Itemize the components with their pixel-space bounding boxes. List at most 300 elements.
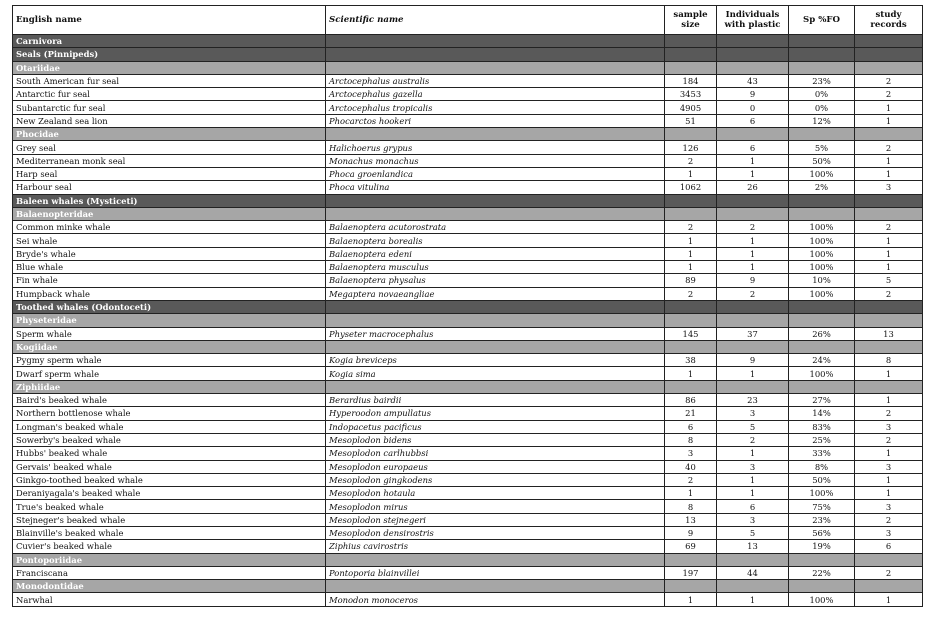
group-empty-cell <box>665 580 717 593</box>
order-group-row <box>13 35 923 48</box>
group-empty-cell <box>326 35 665 48</box>
group-empty-cell <box>326 553 665 566</box>
cell-sample-size: 1 <box>665 593 717 606</box>
cell-sp-fo: 22% <box>789 566 855 579</box>
cell-scientific-name: Kogia breviceps <box>326 354 665 367</box>
cell-scientific-name: Balaenoptera edeni <box>326 247 665 260</box>
cell-english-name: Pygmy sperm whale <box>13 354 326 367</box>
table-row <box>13 420 923 433</box>
family-label: Balaenopteridae <box>13 207 326 220</box>
cell-sp-fo: 27% <box>789 394 855 407</box>
table-row <box>13 234 923 247</box>
group-empty-cell <box>789 194 855 207</box>
cell-sp-fo: 100% <box>789 247 855 260</box>
group-empty-cell <box>855 340 923 353</box>
group-empty-cell <box>717 340 789 353</box>
cell-scientific-name: Berardius bairdii <box>326 394 665 407</box>
order-label: Toothed whales (Odontoceti) <box>13 300 326 313</box>
cell-study-records: 2 <box>855 433 923 446</box>
table-row <box>13 447 923 460</box>
cell-scientific-name: Arctocephalus gazella <box>326 88 665 101</box>
cell-scientific-name: Pontoporia blainvillei <box>326 566 665 579</box>
cell-sample-size: 6 <box>665 420 717 433</box>
cell-sample-size: 13 <box>665 513 717 526</box>
cell-sample-size: 145 <box>665 327 717 340</box>
cell-english-name: Sowerby's beaked whale <box>13 433 326 446</box>
cell-individuals-with-plastic: 13 <box>717 540 789 553</box>
cell-individuals-with-plastic: 2 <box>717 221 789 234</box>
cell-study-records: 2 <box>855 407 923 420</box>
table-row <box>13 473 923 486</box>
cell-sample-size: 8 <box>665 500 717 513</box>
group-empty-cell <box>855 380 923 393</box>
group-empty-cell <box>326 580 665 593</box>
cell-english-name: Northern bottlenose whale <box>13 407 326 420</box>
cell-sp-fo: 19% <box>789 540 855 553</box>
table-row <box>13 487 923 500</box>
group-empty-cell <box>717 194 789 207</box>
cell-sample-size: 126 <box>665 141 717 154</box>
group-empty-cell <box>326 61 665 74</box>
group-empty-cell <box>326 48 665 61</box>
cell-study-records: 1 <box>855 487 923 500</box>
cell-english-name: Hubbs' beaked whale <box>13 447 326 460</box>
group-empty-cell <box>717 48 789 61</box>
group-empty-cell <box>717 553 789 566</box>
cell-english-name: Ginkgo-toothed beaked whale <box>13 473 326 486</box>
group-empty-cell <box>665 48 717 61</box>
table-row <box>13 327 923 340</box>
cell-sp-fo: 2% <box>789 181 855 194</box>
group-empty-cell <box>789 314 855 327</box>
family-label: Otariidae <box>13 61 326 74</box>
table-row <box>13 394 923 407</box>
cell-sp-fo: 100% <box>789 367 855 380</box>
group-empty-cell <box>789 128 855 141</box>
table-row <box>13 566 923 579</box>
group-empty-cell <box>665 314 717 327</box>
cell-english-name: Gervais' beaked whale <box>13 460 326 473</box>
group-empty-cell <box>717 35 789 48</box>
cell-english-name: Common minke whale <box>13 221 326 234</box>
cell-individuals-with-plastic: 6 <box>717 141 789 154</box>
cell-sample-size: 38 <box>665 354 717 367</box>
group-empty-cell <box>326 340 665 353</box>
group-empty-cell <box>789 553 855 566</box>
cell-scientific-name: Indopacetus pacificus <box>326 420 665 433</box>
cell-english-name: Mediterranean monk seal <box>13 154 326 167</box>
cell-sp-fo: 23% <box>789 513 855 526</box>
cell-study-records: 1 <box>855 261 923 274</box>
cell-individuals-with-plastic: 2 <box>717 287 789 300</box>
table-container <box>12 5 922 607</box>
order-label: Carnivora <box>13 35 326 48</box>
cell-english-name: Humpback whale <box>13 287 326 300</box>
cell-individuals-with-plastic: 1 <box>717 593 789 606</box>
table-row <box>13 261 923 274</box>
family-group-row <box>13 128 923 141</box>
cell-sp-fo: 5% <box>789 141 855 154</box>
cell-english-name: Grey seal <box>13 141 326 154</box>
cell-english-name: Sei whale <box>13 234 326 247</box>
group-empty-cell <box>665 194 717 207</box>
cell-individuals-with-plastic: 9 <box>717 274 789 287</box>
cell-study-records: 2 <box>855 74 923 87</box>
cell-sp-fo: 25% <box>789 433 855 446</box>
cell-individuals-with-plastic: 1 <box>717 473 789 486</box>
cell-english-name: Harbour seal <box>13 181 326 194</box>
cell-english-name: Deraniyagala's beaked whale <box>13 487 326 500</box>
cell-study-records: 1 <box>855 114 923 127</box>
cell-english-name: Bryde's whale <box>13 247 326 260</box>
cell-study-records: 3 <box>855 526 923 539</box>
cell-sp-fo: 50% <box>789 154 855 167</box>
cell-individuals-with-plastic: 2 <box>717 433 789 446</box>
cell-scientific-name: Monachus monachus <box>326 154 665 167</box>
cell-study-records: 1 <box>855 367 923 380</box>
cell-study-records: 3 <box>855 181 923 194</box>
cell-study-records: 8 <box>855 354 923 367</box>
cell-english-name: Harp seal <box>13 167 326 180</box>
group-empty-cell <box>789 48 855 61</box>
cell-scientific-name: Hyperoodon ampullatus <box>326 407 665 420</box>
group-empty-cell <box>855 61 923 74</box>
table-row <box>13 287 923 300</box>
cell-english-name: True's beaked whale <box>13 500 326 513</box>
cell-individuals-with-plastic: 1 <box>717 154 789 167</box>
group-empty-cell <box>789 61 855 74</box>
family-label: Kogiidae <box>13 340 326 353</box>
group-empty-cell <box>855 314 923 327</box>
cell-english-name: Longman's beaked whale <box>13 420 326 433</box>
cell-scientific-name: Ziphius cavirostris <box>326 540 665 553</box>
table-row <box>13 500 923 513</box>
group-empty-cell <box>665 300 717 313</box>
cell-scientific-name: Balaenoptera acutorostrata <box>326 221 665 234</box>
family-label: Physeteridae <box>13 314 326 327</box>
order-label: Baleen whales (Mysticeti) <box>13 194 326 207</box>
cell-sample-size: 86 <box>665 394 717 407</box>
cell-english-name: New Zealand sea lion <box>13 114 326 127</box>
cell-scientific-name: Mesoplodon mirus <box>326 500 665 513</box>
cell-individuals-with-plastic: 3 <box>717 407 789 420</box>
table-row <box>13 154 923 167</box>
group-empty-cell <box>665 340 717 353</box>
family-label: Pontoporiidae <box>13 553 326 566</box>
cell-study-records: 3 <box>855 420 923 433</box>
group-empty-cell <box>326 194 665 207</box>
cell-scientific-name: Arctocephalus tropicalis <box>326 101 665 114</box>
cell-sample-size: 69 <box>665 540 717 553</box>
cell-sp-fo: 10% <box>789 274 855 287</box>
cell-sp-fo: 100% <box>789 234 855 247</box>
family-group-row <box>13 314 923 327</box>
cell-sp-fo: 0% <box>789 88 855 101</box>
table-row <box>13 367 923 380</box>
group-empty-cell <box>789 300 855 313</box>
cell-individuals-with-plastic: 0 <box>717 101 789 114</box>
cell-sample-size: 9 <box>665 526 717 539</box>
table-row <box>13 433 923 446</box>
group-empty-cell <box>717 314 789 327</box>
cell-english-name: Antarctic fur seal <box>13 88 326 101</box>
table-row <box>13 88 923 101</box>
group-empty-cell <box>789 580 855 593</box>
cell-individuals-with-plastic: 43 <box>717 74 789 87</box>
cell-study-records: 1 <box>855 447 923 460</box>
header-study-records: study records <box>855 6 923 35</box>
cell-sample-size: 1062 <box>665 181 717 194</box>
cell-sp-fo: 100% <box>789 167 855 180</box>
cell-scientific-name: Physeter macrocephalus <box>326 327 665 340</box>
cell-sample-size: 1 <box>665 367 717 380</box>
table-body <box>13 35 923 607</box>
cell-individuals-with-plastic: 26 <box>717 181 789 194</box>
order-group-row <box>13 48 923 61</box>
family-group-row <box>13 61 923 74</box>
cell-individuals-with-plastic: 23 <box>717 394 789 407</box>
cell-study-records: 2 <box>855 513 923 526</box>
cell-individuals-with-plastic: 1 <box>717 167 789 180</box>
group-empty-cell <box>855 580 923 593</box>
cell-study-records: 1 <box>855 394 923 407</box>
group-empty-cell <box>717 128 789 141</box>
group-empty-cell <box>855 553 923 566</box>
group-empty-cell <box>789 380 855 393</box>
order-label: Seals (Pinnipeds) <box>13 48 326 61</box>
table-row <box>13 247 923 260</box>
cell-scientific-name: Mesoplodon hotaula <box>326 487 665 500</box>
cell-study-records: 2 <box>855 287 923 300</box>
cell-english-name: Cuvier's beaked whale <box>13 540 326 553</box>
cell-individuals-with-plastic: 1 <box>717 247 789 260</box>
cell-individuals-with-plastic: 5 <box>717 420 789 433</box>
cell-sp-fo: 0% <box>789 101 855 114</box>
cell-study-records: 1 <box>855 101 923 114</box>
cell-sample-size: 4905 <box>665 101 717 114</box>
cell-individuals-with-plastic: 6 <box>717 114 789 127</box>
group-empty-cell <box>789 207 855 220</box>
order-group-row <box>13 300 923 313</box>
cell-english-name: South American fur seal <box>13 74 326 87</box>
cell-scientific-name: Mesoplodon bidens <box>326 433 665 446</box>
family-group-row <box>13 380 923 393</box>
cell-scientific-name: Mesoplodon carlhubbsi <box>326 447 665 460</box>
table-row <box>13 540 923 553</box>
family-group-row <box>13 553 923 566</box>
table-row <box>13 74 923 87</box>
cell-sample-size: 3 <box>665 447 717 460</box>
table-row <box>13 354 923 367</box>
table-row <box>13 167 923 180</box>
cell-individuals-with-plastic: 5 <box>717 526 789 539</box>
header-row <box>13 6 923 35</box>
group-empty-cell <box>717 207 789 220</box>
cell-sample-size: 184 <box>665 74 717 87</box>
cell-scientific-name: Megaptera novaeangliae <box>326 287 665 300</box>
cell-sp-fo: 12% <box>789 114 855 127</box>
cell-study-records: 3 <box>855 500 923 513</box>
cell-scientific-name: Monodon monoceros <box>326 593 665 606</box>
cell-sp-fo: 100% <box>789 287 855 300</box>
cell-individuals-with-plastic: 37 <box>717 327 789 340</box>
cell-sample-size: 2 <box>665 154 717 167</box>
species-plastic-table <box>12 5 923 607</box>
family-label: Monodontidae <box>13 580 326 593</box>
cell-study-records: 2 <box>855 221 923 234</box>
cell-individuals-with-plastic: 3 <box>717 513 789 526</box>
cell-english-name: Sperm whale <box>13 327 326 340</box>
table-row <box>13 221 923 234</box>
cell-sample-size: 197 <box>665 566 717 579</box>
cell-individuals-with-plastic: 1 <box>717 487 789 500</box>
cell-sp-fo: 100% <box>789 261 855 274</box>
cell-sp-fo: 24% <box>789 354 855 367</box>
group-empty-cell <box>855 194 923 207</box>
cell-english-name: Baird's beaked whale <box>13 394 326 407</box>
group-empty-cell <box>326 207 665 220</box>
cell-sample-size: 1 <box>665 234 717 247</box>
cell-sample-size: 1 <box>665 167 717 180</box>
cell-study-records: 2 <box>855 141 923 154</box>
table-row <box>13 526 923 539</box>
cell-sp-fo: 23% <box>789 74 855 87</box>
cell-individuals-with-plastic: 1 <box>717 261 789 274</box>
cell-scientific-name: Halichoerus grypus <box>326 141 665 154</box>
cell-individuals-with-plastic: 3 <box>717 460 789 473</box>
cell-sp-fo: 100% <box>789 221 855 234</box>
cell-scientific-name: Balaenoptera physalus <box>326 274 665 287</box>
group-empty-cell <box>789 35 855 48</box>
group-empty-cell <box>855 300 923 313</box>
group-empty-cell <box>855 128 923 141</box>
cell-english-name: Fin whale <box>13 274 326 287</box>
cell-sp-fo: 50% <box>789 473 855 486</box>
cell-sp-fo: 26% <box>789 327 855 340</box>
cell-sample-size: 2 <box>665 221 717 234</box>
cell-sample-size: 1 <box>665 247 717 260</box>
cell-scientific-name: Phoca groenlandica <box>326 167 665 180</box>
cell-study-records: 5 <box>855 274 923 287</box>
cell-sample-size: 40 <box>665 460 717 473</box>
cell-english-name: Blainville's beaked whale <box>13 526 326 539</box>
cell-sample-size: 8 <box>665 433 717 446</box>
cell-individuals-with-plastic: 6 <box>717 500 789 513</box>
cell-sample-size: 21 <box>665 407 717 420</box>
cell-english-name: Dwarf sperm whale <box>13 367 326 380</box>
cell-sp-fo: 100% <box>789 487 855 500</box>
cell-scientific-name: Mesoplodon europaeus <box>326 460 665 473</box>
group-empty-cell <box>665 207 717 220</box>
cell-scientific-name: Mesoplodon gingkodens <box>326 473 665 486</box>
group-empty-cell <box>326 314 665 327</box>
header-individuals-with-plastic: Individuals with plastic <box>717 6 789 35</box>
cell-english-name: Stejneger's beaked whale <box>13 513 326 526</box>
table-row <box>13 141 923 154</box>
group-empty-cell <box>855 35 923 48</box>
cell-study-records: 1 <box>855 234 923 247</box>
family-group-row <box>13 580 923 593</box>
cell-sample-size: 51 <box>665 114 717 127</box>
cell-english-name: Subantarctic fur seal <box>13 101 326 114</box>
cell-study-records: 2 <box>855 88 923 101</box>
group-empty-cell <box>665 553 717 566</box>
cell-sample-size: 1 <box>665 487 717 500</box>
cell-sample-size: 2 <box>665 287 717 300</box>
cell-study-records: 1 <box>855 167 923 180</box>
group-empty-cell <box>789 340 855 353</box>
cell-study-records: 1 <box>855 473 923 486</box>
table-row <box>13 407 923 420</box>
cell-scientific-name: Kogia sima <box>326 367 665 380</box>
group-empty-cell <box>665 128 717 141</box>
family-label: Phocidae <box>13 128 326 141</box>
group-empty-cell <box>717 61 789 74</box>
cell-scientific-name: Arctocephalus australis <box>326 74 665 87</box>
cell-study-records: 2 <box>855 566 923 579</box>
table-row <box>13 513 923 526</box>
table-row <box>13 593 923 606</box>
cell-sp-fo: 14% <box>789 407 855 420</box>
cell-sp-fo: 56% <box>789 526 855 539</box>
group-empty-cell <box>855 207 923 220</box>
cell-individuals-with-plastic: 9 <box>717 88 789 101</box>
header-scientific-name: Scientific name <box>326 6 665 35</box>
cell-sp-fo: 75% <box>789 500 855 513</box>
header-sample-size: sample size <box>665 6 717 35</box>
table-row <box>13 181 923 194</box>
cell-study-records: 1 <box>855 247 923 260</box>
cell-english-name: Franciscana <box>13 566 326 579</box>
header-english-name: English name <box>13 6 326 35</box>
group-empty-cell <box>326 128 665 141</box>
group-empty-cell <box>665 61 717 74</box>
cell-sp-fo: 83% <box>789 420 855 433</box>
cell-sample-size: 3453 <box>665 88 717 101</box>
cell-sp-fo: 8% <box>789 460 855 473</box>
cell-scientific-name: Mesoplodon stejnegeri <box>326 513 665 526</box>
cell-scientific-name: Phoca vitulina <box>326 181 665 194</box>
group-empty-cell <box>717 580 789 593</box>
cell-sample-size: 1 <box>665 261 717 274</box>
cell-sample-size: 2 <box>665 473 717 486</box>
cell-english-name: Narwhal <box>13 593 326 606</box>
header-sp-fo: Sp %FO <box>789 6 855 35</box>
order-group-row <box>13 194 923 207</box>
group-empty-cell <box>665 35 717 48</box>
cell-study-records: 1 <box>855 154 923 167</box>
cell-individuals-with-plastic: 1 <box>717 447 789 460</box>
cell-sp-fo: 100% <box>789 593 855 606</box>
table-row <box>13 274 923 287</box>
cell-english-name: Blue whale <box>13 261 326 274</box>
table-row <box>13 460 923 473</box>
cell-study-records: 1 <box>855 593 923 606</box>
group-empty-cell <box>665 380 717 393</box>
group-empty-cell <box>855 48 923 61</box>
family-group-row <box>13 207 923 220</box>
table-row <box>13 114 923 127</box>
group-empty-cell <box>326 300 665 313</box>
cell-study-records: 13 <box>855 327 923 340</box>
family-label: Ziphiidae <box>13 380 326 393</box>
cell-individuals-with-plastic: 1 <box>717 367 789 380</box>
cell-sp-fo: 33% <box>789 447 855 460</box>
group-empty-cell <box>326 380 665 393</box>
cell-scientific-name: Balaenoptera borealis <box>326 234 665 247</box>
cell-study-records: 6 <box>855 540 923 553</box>
cell-scientific-name: Phocarctos hookeri <box>326 114 665 127</box>
